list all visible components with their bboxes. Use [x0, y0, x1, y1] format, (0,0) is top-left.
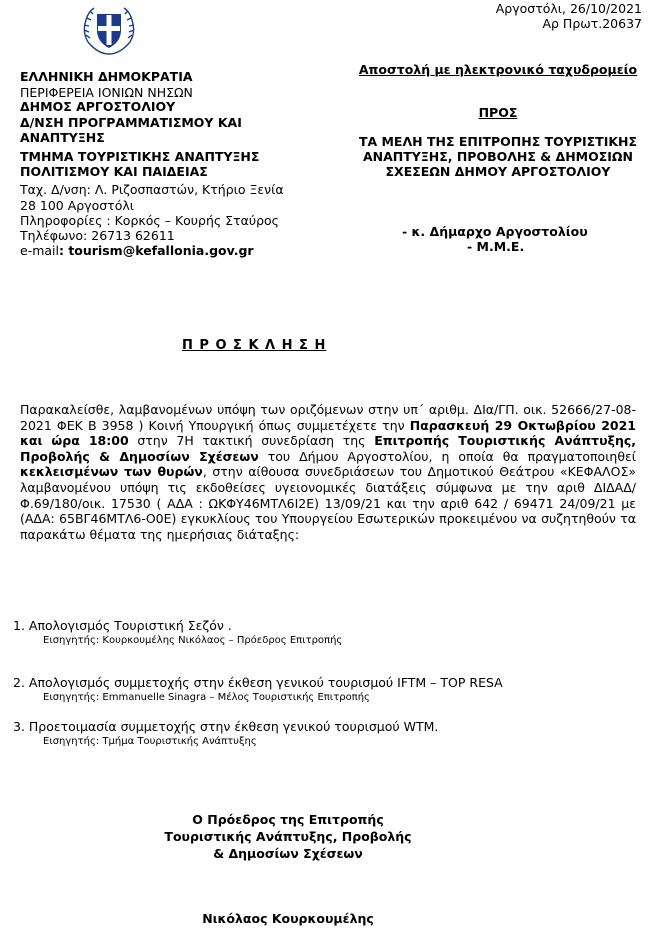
sender-email [20, 243, 254, 258]
recipients-line1: ΤΑ ΜΕΛΗ ΤΗΣ ΕΠΙΤΡΟΠΗΣ ΤΟΥΡΙΣΤΙΚΗΣ [358, 134, 638, 149]
cc-media: - Μ.Μ.Ε. [467, 239, 525, 254]
sender-region: ΠΕΡΙΦΕΡΕΙΑ ΙΟΝΙΩΝ ΝΗΣΩΝ [20, 85, 193, 100]
agenda-item-3: 3. Προετοιμασία συμμετοχής στην έκθεση γενικού τουρισμού WTM. [13, 719, 439, 734]
signature-title-line3: & Δημοσίων Σχέσεων [213, 846, 363, 861]
signature-name: Νικόλαος Κουρκουμέλης [202, 911, 374, 926]
cc-mayor: - κ. Δήμαρχο Αργοστολίου [402, 224, 588, 239]
signature-title-line1: Ο Πρόεδρος της Επιτροπής [192, 812, 384, 827]
closed-doors: κεκλεισμένων των θυρών [20, 464, 203, 480]
agenda-item-1: 1. Απολογισμός Τουριστική Σεζόν . [13, 618, 232, 633]
recipients-line2: ΑΝΑΠΤΥΞΗΣ, ΠΡΟΒΟΛΗΣ & ΔΗΜΟΣΙΩΝ [362, 149, 633, 164]
agenda-rapporteur-2: Εισηγητής: Emmanuelle Sinagra – Μέλος Τουριστικής Επιτροπής [43, 692, 370, 703]
sender-department-line1: ΤΜΗΜΑ ΤΟΥΡΙΣΤΙΚΗΣ ΑΝΑΠΤΥΞΗΣ [20, 149, 260, 164]
agenda-rapporteur-1: Εισηγητής: Κουρκουμέλης Νικόλαος – Πρόεδρος Επιτροπής [43, 635, 343, 646]
body-part-1: Παρακαλείσθε, λαμβανομένων υπόψη των οριζόμενων στην υπ΄ αριθμ. ΔΙα/ΓΠ. οικ. 52666/27-08-2021 ΦΕΚ Β 3958 ) Κοινή Υπουργική όπως συμμετέχετε την [20, 402, 636, 433]
signature-title-line2: Τουριστικής Ανάπτυξης, Προβολής [164, 829, 412, 844]
email-link[interactable]: : tourism@kefallonia.gov.gr [58, 243, 254, 258]
email-label: e-mail [20, 243, 59, 258]
document-date: Αργοστόλι, 26/10/2021 [495, 1, 642, 16]
document-title: Π Ρ Ο Σ Κ Λ Η Σ Η [182, 338, 327, 353]
sender-municipality: ΔΗΜΟΣ ΑΡΓΟΣΤΟΛΙΟΥ [20, 99, 176, 114]
agenda-rapporteur-3: Εισηγητής: Τμήμα Τουριστικής Ανάπτυξης [43, 736, 257, 747]
agenda-item-2: 2. Απολογισμός συμμετοχής στην έκθεση γενικού τουρισμού IFTM – TOP RESA [13, 675, 503, 690]
recipients-line3: ΣΧΕΣΕΩΝ ΔΗΜΟΥ ΑΡΓΟΣΤΟΛΙΟΥ [385, 164, 611, 179]
protocol-number: Αρ Πρωτ.20637 [542, 16, 642, 31]
body-part-4: , στην αίθουσα συνεδριάσεων του Δημοτικού Θεάτρου «ΚΕΦΑΛΟΣ» λαμβανομένου υπόψη τις εκδοθείσες υγειονομικές διατάξεις σύμφωνα με την αριθ ΔΙΔΑΔ/Φ.69/180/οικ. 17530 ( ΑΔΑ : ΩΚΦΥ46ΜΤΛ6Ι2Ε) 13/09/21 και την αριθ 642 / 69471 24/09/21 με (ΑΔΑ: 65ΒΓ46ΜΤΛ6-Ο0Ε) εγκυκλίους του Υπουργείου Εσωτερικών προκειμένου να συζητηθούν τα παρακάτω θέματα της ημερήσιας διάταξης: [20, 464, 636, 542]
sender-address-line1: Ταχ. Δ/νση: Λ. Ριζοσπαστών, Κτήριο Ξενία [20, 182, 284, 197]
sender-republic: ΕΛΛΗΝΙΚΗ ΔΗΜΟΚΡΑΤΙΑ [20, 69, 193, 84]
meeting-date: Παρασκευή 29 Οκτωβρίου 2021 και ώρα 18:00 [20, 417, 636, 449]
sender-directorate-line1: Δ/ΝΣΗ ΠΡΟΓΡΑΜΜΑΤΙΣΜΟΥ ΚΑΙ [20, 115, 242, 130]
committee-name: Επιτροπής Τουριστικής Ανάπτυξης, Προβολής & Δημοσίων Σχέσεων [20, 433, 636, 464]
body-part-3: του Δήμου Αργοστολίου, η οποία θα πραγματοποιηθεί [258, 448, 636, 464]
invitation-body [20, 402, 636, 542]
body-part-2: στην 7Η τακτική συνεδρίαση της [128, 433, 375, 449]
sender-department-line2: ΠΟΛΙΤΙΣΜΟΥ ΚΑΙ ΠΑΙΔΕΙΑΣ [20, 164, 208, 179]
sender-phone: Τηλέφωνο: 26713 62611 [20, 228, 175, 243]
sender-info: Πληροφορίες : Κορκός – Κουρής Σταύρος [20, 213, 279, 228]
to-label: ΠΡΟΣ [478, 105, 518, 120]
greek-emblem-icon [78, 2, 140, 64]
delivery-note: Αποστολή με ηλεκτρονικό ταχυδρομείο [358, 62, 638, 77]
sender-directorate-line2: ΑΝΑΠΤΥΞΗΣ [20, 130, 105, 145]
sender-address-line2: 28 100 Αργοστόλι [20, 198, 134, 213]
